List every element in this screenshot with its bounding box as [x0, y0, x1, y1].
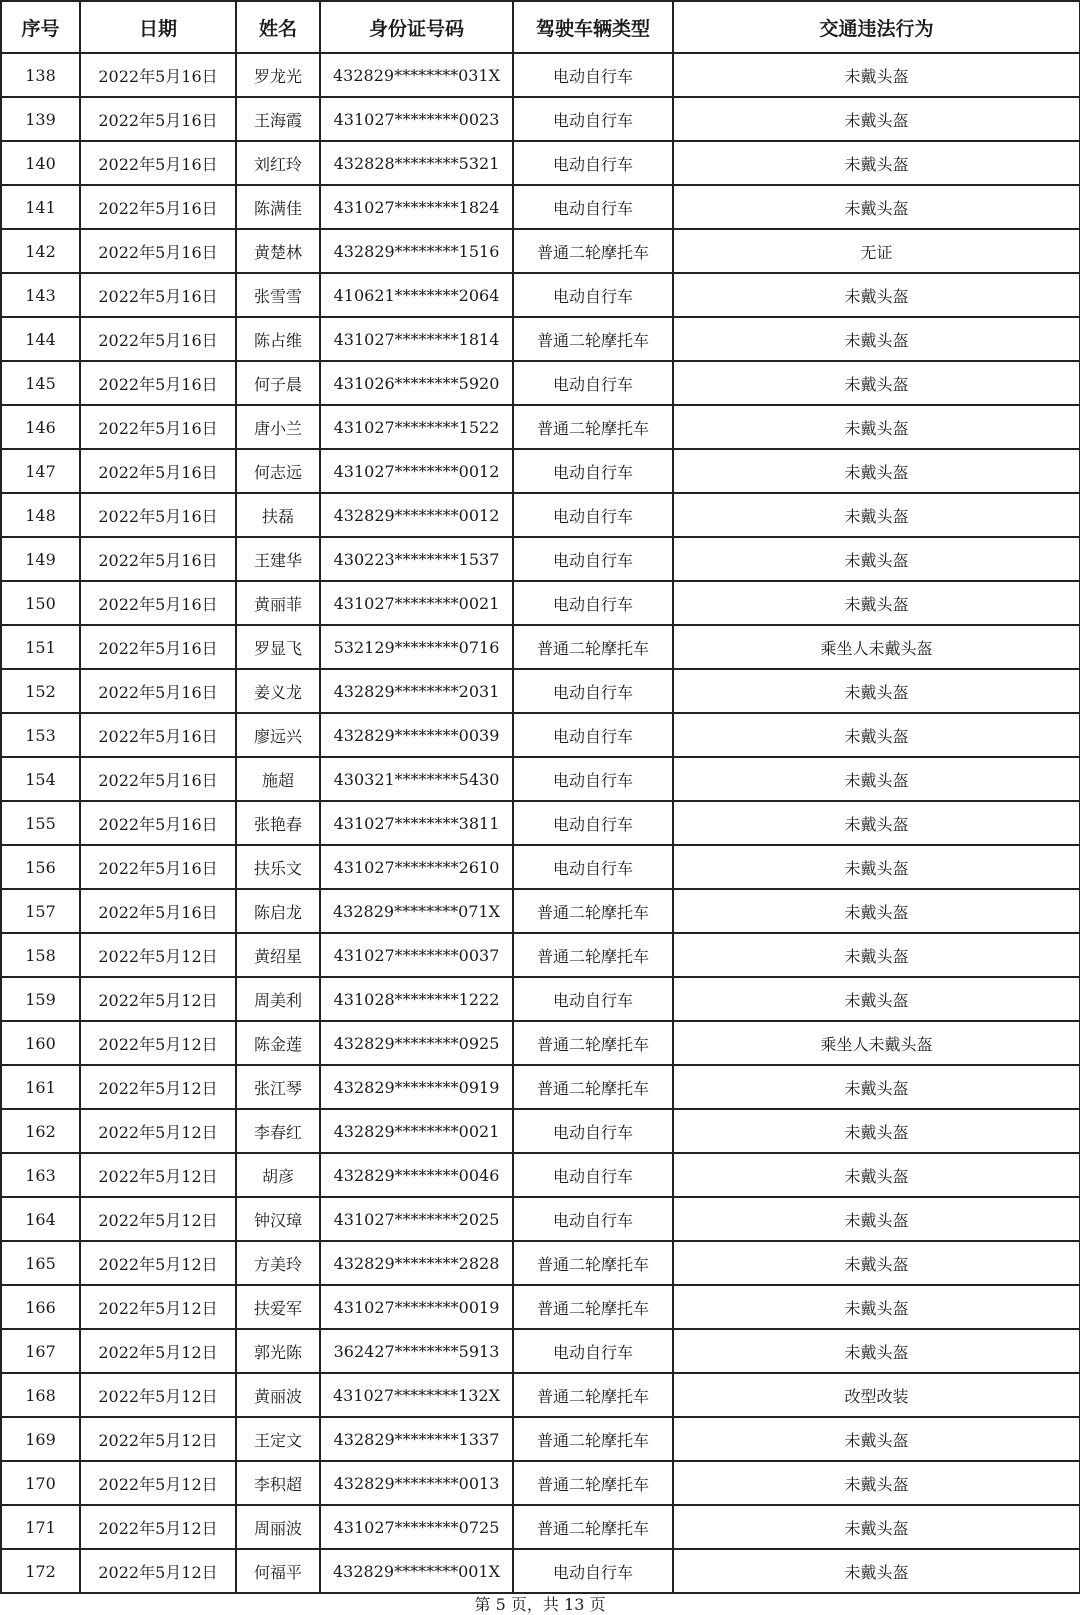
cell-date: 2022年5月12日	[80, 1197, 236, 1241]
cell-vehicle-type: 普通二轮摩托车	[513, 1461, 673, 1505]
cell-id-number: 432829********0039	[320, 713, 513, 757]
cell-vehicle-type: 普通二轮摩托车	[513, 625, 673, 669]
cell-name: 何福平	[236, 1549, 320, 1593]
cell-name: 张江琴	[236, 1065, 320, 1109]
cell-serial-number: 146	[1, 405, 80, 449]
cell-serial-number: 160	[1, 1021, 80, 1065]
cell-vehicle-type: 电动自行车	[513, 1153, 673, 1197]
cell-violation: 乘坐人未戴头盔	[673, 625, 1080, 669]
cell-id-number: 431027********0021	[320, 581, 513, 625]
cell-serial-number: 170	[1, 1461, 80, 1505]
cell-date: 2022年5月12日	[80, 1153, 236, 1197]
cell-vehicle-type: 普通二轮摩托车	[513, 1241, 673, 1285]
cell-date: 2022年5月12日	[80, 1461, 236, 1505]
cell-vehicle-type: 电动自行车	[513, 801, 673, 845]
cell-serial-number: 152	[1, 669, 80, 713]
cell-name: 周丽波	[236, 1505, 320, 1549]
cell-date: 2022年5月16日	[80, 757, 236, 801]
cell-violation: 未戴头盔	[673, 713, 1080, 757]
cell-date: 2022年5月12日	[80, 933, 236, 977]
cell-date: 2022年5月16日	[80, 317, 236, 361]
cell-serial-number: 139	[1, 97, 80, 141]
cell-id-number: 431027********2025	[320, 1197, 513, 1241]
cell-id-number: 432829********031X	[320, 53, 513, 97]
cell-date: 2022年5月16日	[80, 537, 236, 581]
cell-serial-number: 164	[1, 1197, 80, 1241]
cell-name: 郭光陈	[236, 1329, 320, 1373]
cell-name: 陈占维	[236, 317, 320, 361]
cell-violation: 未戴头盔	[673, 185, 1080, 229]
table-row	[1, 845, 1080, 889]
cell-serial-number: 155	[1, 801, 80, 845]
cell-id-number: 431027********1824	[320, 185, 513, 229]
cell-id-number: 432829********0046	[320, 1153, 513, 1197]
table-row	[1, 493, 1080, 537]
cell-date: 2022年5月16日	[80, 669, 236, 713]
cell-name: 黄楚林	[236, 229, 320, 273]
cell-vehicle-type: 普通二轮摩托车	[513, 1505, 673, 1549]
cell-serial-number: 159	[1, 977, 80, 1021]
cell-name: 陈金莲	[236, 1021, 320, 1065]
cell-id-number: 432829********1516	[320, 229, 513, 273]
cell-violation: 未戴头盔	[673, 1417, 1080, 1461]
cell-date: 2022年5月12日	[80, 1417, 236, 1461]
cell-serial-number: 153	[1, 713, 80, 757]
table-row	[1, 317, 1080, 361]
table-body	[1, 53, 1080, 1593]
cell-vehicle-type: 电动自行车	[513, 1549, 673, 1593]
cell-serial-number: 161	[1, 1065, 80, 1109]
cell-vehicle-type: 普通二轮摩托车	[513, 405, 673, 449]
table-row	[1, 141, 1080, 185]
cell-violation: 未戴头盔	[673, 1197, 1080, 1241]
cell-violation: 未戴头盔	[673, 977, 1080, 1021]
cell-date: 2022年5月16日	[80, 801, 236, 845]
cell-name: 何子晨	[236, 361, 320, 405]
cell-vehicle-type: 电动自行车	[513, 845, 673, 889]
cell-date: 2022年5月16日	[80, 141, 236, 185]
cell-violation: 未戴头盔	[673, 493, 1080, 537]
cell-name: 施超	[236, 757, 320, 801]
cell-id-number: 431027********0037	[320, 933, 513, 977]
cell-serial-number: 138	[1, 53, 80, 97]
cell-date: 2022年5月16日	[80, 845, 236, 889]
cell-serial-number: 154	[1, 757, 80, 801]
cell-date: 2022年5月16日	[80, 405, 236, 449]
cell-serial-number: 145	[1, 361, 80, 405]
cell-name: 黄丽菲	[236, 581, 320, 625]
cell-date: 2022年5月16日	[80, 449, 236, 493]
cell-vehicle-type: 电动自行车	[513, 361, 673, 405]
cell-vehicle-type: 普通二轮摩托车	[513, 1285, 673, 1329]
cell-id-number: 431027********3811	[320, 801, 513, 845]
cell-serial-number: 149	[1, 537, 80, 581]
table-row	[1, 1197, 1080, 1241]
page-footer	[0, 1592, 1080, 1615]
cell-violation: 未戴头盔	[673, 757, 1080, 801]
cell-serial-number: 142	[1, 229, 80, 273]
cell-vehicle-type: 电动自行车	[513, 1109, 673, 1153]
cell-id-number: 431027********1814	[320, 317, 513, 361]
cell-id-number: 432829********0012	[320, 493, 513, 537]
cell-name: 刘红玲	[236, 141, 320, 185]
cell-name: 罗龙光	[236, 53, 320, 97]
cell-violation: 未戴头盔	[673, 933, 1080, 977]
cell-serial-number: 158	[1, 933, 80, 977]
table-row	[1, 1549, 1080, 1593]
cell-vehicle-type: 电动自行车	[513, 1329, 673, 1373]
cell-serial-number: 140	[1, 141, 80, 185]
cell-name: 唐小兰	[236, 405, 320, 449]
table-row	[1, 889, 1080, 933]
cell-name: 姜义龙	[236, 669, 320, 713]
cell-vehicle-type: 普通二轮摩托车	[513, 933, 673, 977]
cell-name: 李春红	[236, 1109, 320, 1153]
cell-id-number: 432829********1337	[320, 1417, 513, 1461]
cell-vehicle-type: 普通二轮摩托车	[513, 1373, 673, 1417]
cell-violation: 改型改装	[673, 1373, 1080, 1417]
cell-violation: 未戴头盔	[673, 1285, 1080, 1329]
table-header	[1, 1, 1080, 53]
cell-id-number: 432829********2828	[320, 1241, 513, 1285]
cell-violation: 未戴头盔	[673, 449, 1080, 493]
cell-serial-number: 144	[1, 317, 80, 361]
cell-date: 2022年5月12日	[80, 1549, 236, 1593]
cell-date: 2022年5月16日	[80, 229, 236, 273]
table-row	[1, 537, 1080, 581]
cell-violation: 未戴头盔	[673, 1505, 1080, 1549]
cell-date: 2022年5月12日	[80, 1285, 236, 1329]
table-row	[1, 1153, 1080, 1197]
cell-serial-number: 171	[1, 1505, 80, 1549]
cell-id-number: 532129********0716	[320, 625, 513, 669]
table-row	[1, 933, 1080, 977]
cell-date: 2022年5月16日	[80, 625, 236, 669]
cell-id-number: 432829********2031	[320, 669, 513, 713]
table-row	[1, 1505, 1080, 1549]
table-row	[1, 1241, 1080, 1285]
cell-id-number: 432829********0021	[320, 1109, 513, 1153]
cell-name: 陈启龙	[236, 889, 320, 933]
cell-violation: 未戴头盔	[673, 1329, 1080, 1373]
cell-name: 方美玲	[236, 1241, 320, 1285]
table-row	[1, 1285, 1080, 1329]
cell-vehicle-type: 电动自行车	[513, 449, 673, 493]
cell-violation: 未戴头盔	[673, 669, 1080, 713]
cell-serial-number: 162	[1, 1109, 80, 1153]
cell-name: 廖远兴	[236, 713, 320, 757]
table-row	[1, 361, 1080, 405]
cell-vehicle-type: 普通二轮摩托车	[513, 229, 673, 273]
cell-date: 2022年5月12日	[80, 1329, 236, 1373]
cell-date: 2022年5月12日	[80, 1021, 236, 1065]
cell-violation: 未戴头盔	[673, 1109, 1080, 1153]
cell-violation: 未戴头盔	[673, 97, 1080, 141]
table-row	[1, 581, 1080, 625]
cell-serial-number: 172	[1, 1549, 80, 1593]
table-row	[1, 1373, 1080, 1417]
cell-serial-number: 168	[1, 1373, 80, 1417]
cell-violation: 未戴头盔	[673, 1153, 1080, 1197]
table-row	[1, 801, 1080, 845]
table-row	[1, 53, 1080, 97]
table-row	[1, 273, 1080, 317]
cell-vehicle-type: 电动自行车	[513, 977, 673, 1021]
cell-violation: 未戴头盔	[673, 537, 1080, 581]
cell-vehicle-type: 电动自行车	[513, 53, 673, 97]
table-row	[1, 669, 1080, 713]
cell-name: 何志远	[236, 449, 320, 493]
cell-id-number: 430321********5430	[320, 757, 513, 801]
cell-vehicle-type: 电动自行车	[513, 1197, 673, 1241]
cell-name: 李积超	[236, 1461, 320, 1505]
table-row	[1, 1417, 1080, 1461]
cell-vehicle-type: 普通二轮摩托车	[513, 1021, 673, 1065]
cell-date: 2022年5月12日	[80, 1373, 236, 1417]
cell-vehicle-type: 电动自行车	[513, 581, 673, 625]
table-row	[1, 405, 1080, 449]
cell-serial-number: 148	[1, 493, 80, 537]
cell-serial-number: 147	[1, 449, 80, 493]
cell-violation: 未戴头盔	[673, 53, 1080, 97]
cell-name: 周美利	[236, 977, 320, 1021]
cell-name: 王定文	[236, 1417, 320, 1461]
cell-name: 陈满佳	[236, 185, 320, 229]
header-id-number: 身份证号码	[320, 1, 513, 53]
cell-id-number: 432829********0925	[320, 1021, 513, 1065]
cell-vehicle-type: 电动自行车	[513, 185, 673, 229]
cell-name: 张艳春	[236, 801, 320, 845]
cell-violation: 未戴头盔	[673, 581, 1080, 625]
cell-violation: 未戴头盔	[673, 1065, 1080, 1109]
cell-date: 2022年5月16日	[80, 97, 236, 141]
table-row	[1, 229, 1080, 273]
cell-id-number: 410621********2064	[320, 273, 513, 317]
cell-serial-number: 143	[1, 273, 80, 317]
cell-violation: 未戴头盔	[673, 405, 1080, 449]
cell-serial-number: 169	[1, 1417, 80, 1461]
cell-id-number: 431028********1222	[320, 977, 513, 1021]
cell-serial-number: 167	[1, 1329, 80, 1373]
cell-date: 2022年5月12日	[80, 1505, 236, 1549]
table-row	[1, 1461, 1080, 1505]
cell-id-number: 362427********5913	[320, 1329, 513, 1373]
cell-date: 2022年5月12日	[80, 1109, 236, 1153]
header-row	[1, 1, 1080, 53]
footer-middle: 页，共	[510, 1595, 559, 1614]
table-row	[1, 1065, 1080, 1109]
cell-vehicle-type: 电动自行车	[513, 669, 673, 713]
cell-date: 2022年5月16日	[80, 53, 236, 97]
cell-vehicle-type: 电动自行车	[513, 537, 673, 581]
cell-id-number: 432828********5321	[320, 141, 513, 185]
cell-name: 王海霞	[236, 97, 320, 141]
table-row	[1, 625, 1080, 669]
footer-prefix: 第	[474, 1595, 491, 1614]
cell-violation: 未戴头盔	[673, 273, 1080, 317]
table-row	[1, 449, 1080, 493]
cell-name: 扶乐文	[236, 845, 320, 889]
table-row	[1, 1329, 1080, 1373]
cell-id-number: 432829********071X	[320, 889, 513, 933]
cell-violation: 未戴头盔	[673, 801, 1080, 845]
table-row	[1, 97, 1080, 141]
cell-id-number: 432829********0013	[320, 1461, 513, 1505]
cell-id-number: 431027********132X	[320, 1373, 513, 1417]
table-row	[1, 977, 1080, 1021]
table-row	[1, 713, 1080, 757]
cell-vehicle-type: 普通二轮摩托车	[513, 317, 673, 361]
cell-vehicle-type: 电动自行车	[513, 141, 673, 185]
cell-violation: 未戴头盔	[673, 141, 1080, 185]
cell-violation: 乘坐人未戴头盔	[673, 1021, 1080, 1065]
cell-vehicle-type: 普通二轮摩托车	[513, 889, 673, 933]
cell-vehicle-type: 电动自行车	[513, 273, 673, 317]
cell-id-number: 430223********1537	[320, 537, 513, 581]
cell-name: 钟汉璋	[236, 1197, 320, 1241]
cell-vehicle-type: 电动自行车	[513, 713, 673, 757]
cell-serial-number: 141	[1, 185, 80, 229]
cell-serial-number: 157	[1, 889, 80, 933]
cell-vehicle-type: 电动自行车	[513, 493, 673, 537]
table-row	[1, 757, 1080, 801]
cell-serial-number: 166	[1, 1285, 80, 1329]
cell-date: 2022年5月12日	[80, 1065, 236, 1109]
cell-violation: 未戴头盔	[673, 1241, 1080, 1285]
cell-id-number: 432829********0919	[320, 1065, 513, 1109]
table-row	[1, 1021, 1080, 1065]
cell-violation: 未戴头盔	[673, 845, 1080, 889]
cell-violation: 无证	[673, 229, 1080, 273]
cell-vehicle-type: 电动自行车	[513, 97, 673, 141]
cell-violation: 未戴头盔	[673, 1461, 1080, 1505]
header-vehicle-type: 驾驶车辆类型	[513, 1, 673, 53]
cell-date: 2022年5月16日	[80, 185, 236, 229]
header-serial-number: 序号	[1, 1, 80, 53]
cell-violation: 未戴头盔	[673, 889, 1080, 933]
cell-vehicle-type: 电动自行车	[513, 757, 673, 801]
cell-violation: 未戴头盔	[673, 361, 1080, 405]
cell-name: 扶爱军	[236, 1285, 320, 1329]
cell-id-number: 431027********2610	[320, 845, 513, 889]
cell-serial-number: 156	[1, 845, 80, 889]
cell-name: 黄丽波	[236, 1373, 320, 1417]
table-row	[1, 1109, 1080, 1153]
cell-date: 2022年5月16日	[80, 361, 236, 405]
cell-date: 2022年5月16日	[80, 493, 236, 537]
cell-date: 2022年5月16日	[80, 889, 236, 933]
cell-id-number: 431027********0725	[320, 1505, 513, 1549]
header-violation: 交通违法行为	[673, 1, 1080, 53]
cell-date: 2022年5月16日	[80, 713, 236, 757]
cell-date: 2022年5月12日	[80, 1241, 236, 1285]
cell-date: 2022年5月16日	[80, 581, 236, 625]
cell-id-number: 431027********0012	[320, 449, 513, 493]
cell-name: 扶磊	[236, 493, 320, 537]
cell-name: 罗显飞	[236, 625, 320, 669]
cell-vehicle-type: 普通二轮摩托车	[513, 1417, 673, 1461]
footer-total-pages: 13	[564, 1595, 585, 1614]
cell-id-number: 432829********001X	[320, 1549, 513, 1593]
cell-serial-number: 163	[1, 1153, 80, 1197]
cell-name: 胡彦	[236, 1153, 320, 1197]
cell-date: 2022年5月12日	[80, 977, 236, 1021]
cell-name: 黄绍星	[236, 933, 320, 977]
cell-violation: 未戴头盔	[673, 1549, 1080, 1593]
cell-id-number: 431027********0019	[320, 1285, 513, 1329]
cell-date: 2022年5月16日	[80, 273, 236, 317]
header-date: 日期	[80, 1, 236, 53]
cell-vehicle-type: 普通二轮摩托车	[513, 1065, 673, 1109]
cell-serial-number: 165	[1, 1241, 80, 1285]
cell-violation: 未戴头盔	[673, 317, 1080, 361]
header-name: 姓名	[236, 1, 320, 53]
cell-serial-number: 151	[1, 625, 80, 669]
cell-id-number: 431027********1522	[320, 405, 513, 449]
footer-suffix: 页	[589, 1595, 606, 1614]
cell-id-number: 431026********5920	[320, 361, 513, 405]
cell-serial-number: 150	[1, 581, 80, 625]
cell-id-number: 431027********0023	[320, 97, 513, 141]
cell-name: 张雪雪	[236, 273, 320, 317]
cell-name: 王建华	[236, 537, 320, 581]
table-row	[1, 185, 1080, 229]
footer-current-page: 5	[495, 1595, 506, 1614]
